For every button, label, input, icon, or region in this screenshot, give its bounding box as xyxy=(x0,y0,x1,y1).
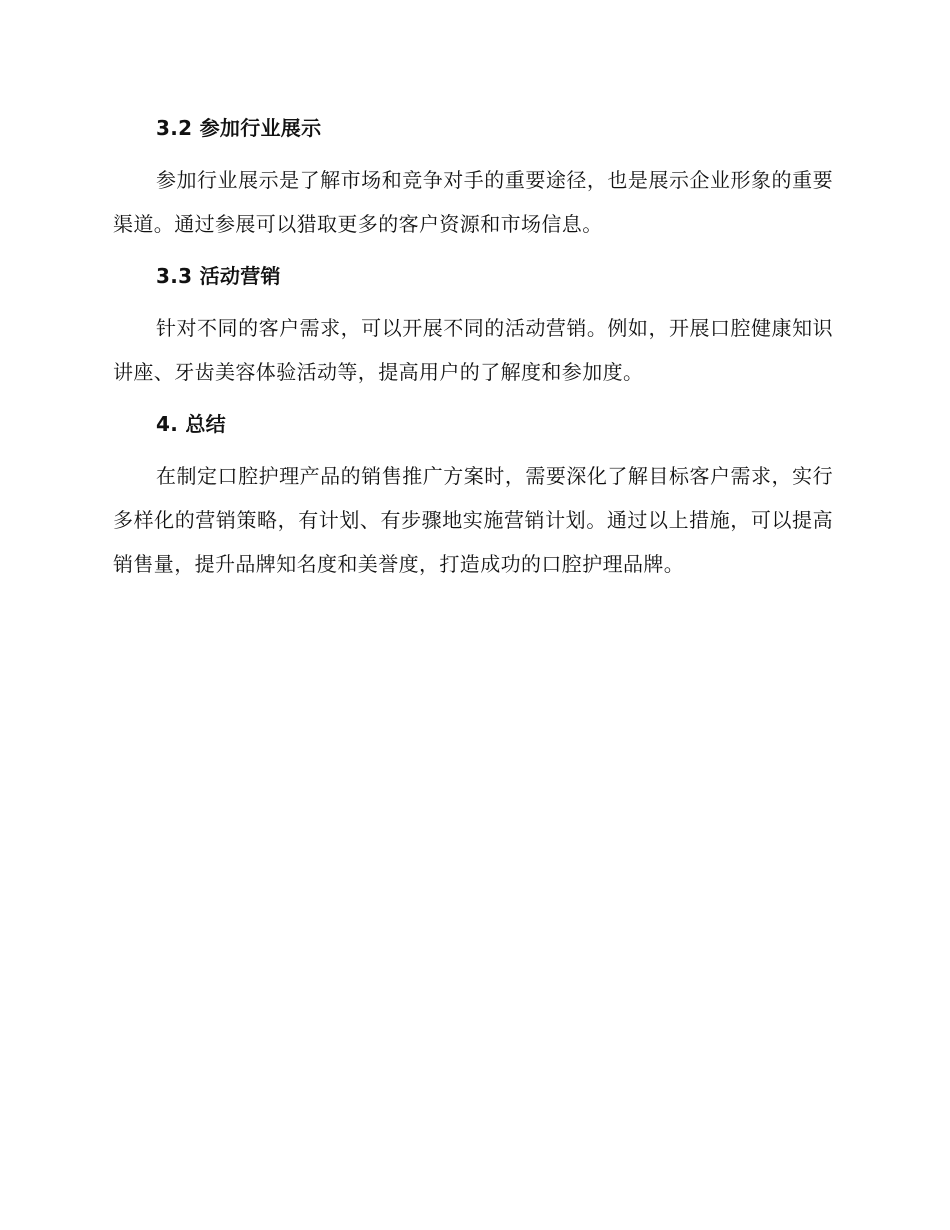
section-heading-4: 4. 总结 xyxy=(156,412,226,436)
document-body xyxy=(113,110,833,598)
section-heading-3-3: 3.3 活动营销 xyxy=(156,264,281,288)
section-paragraph-3-2: 参加行业展示是了解市场和竞争对手的重要途径，也是展示企业形象的重要渠道。通过参展可以猎取更多的客户资源和市场信息。 xyxy=(113,168,833,236)
section-paragraph-3-3: 针对不同的客户需求，可以开展不同的活动营销。例如，开展口腔健康知识讲座、牙齿美容体验活动等，提高用户的了解度和参加度。 xyxy=(113,316,833,384)
section-paragraph-4: 在制定口腔护理产品的销售推广方案时，需要深化了解目标客户需求，实行多样化的营销策略，有计划、有步骤地实施营销计划。通过以上措施，可以提高销售量，提升品牌知名度和美誉度，打造成功的口腔护理品牌。 xyxy=(113,464,833,576)
section-heading-3-2: 3.2 参加行业展示 xyxy=(156,116,322,140)
